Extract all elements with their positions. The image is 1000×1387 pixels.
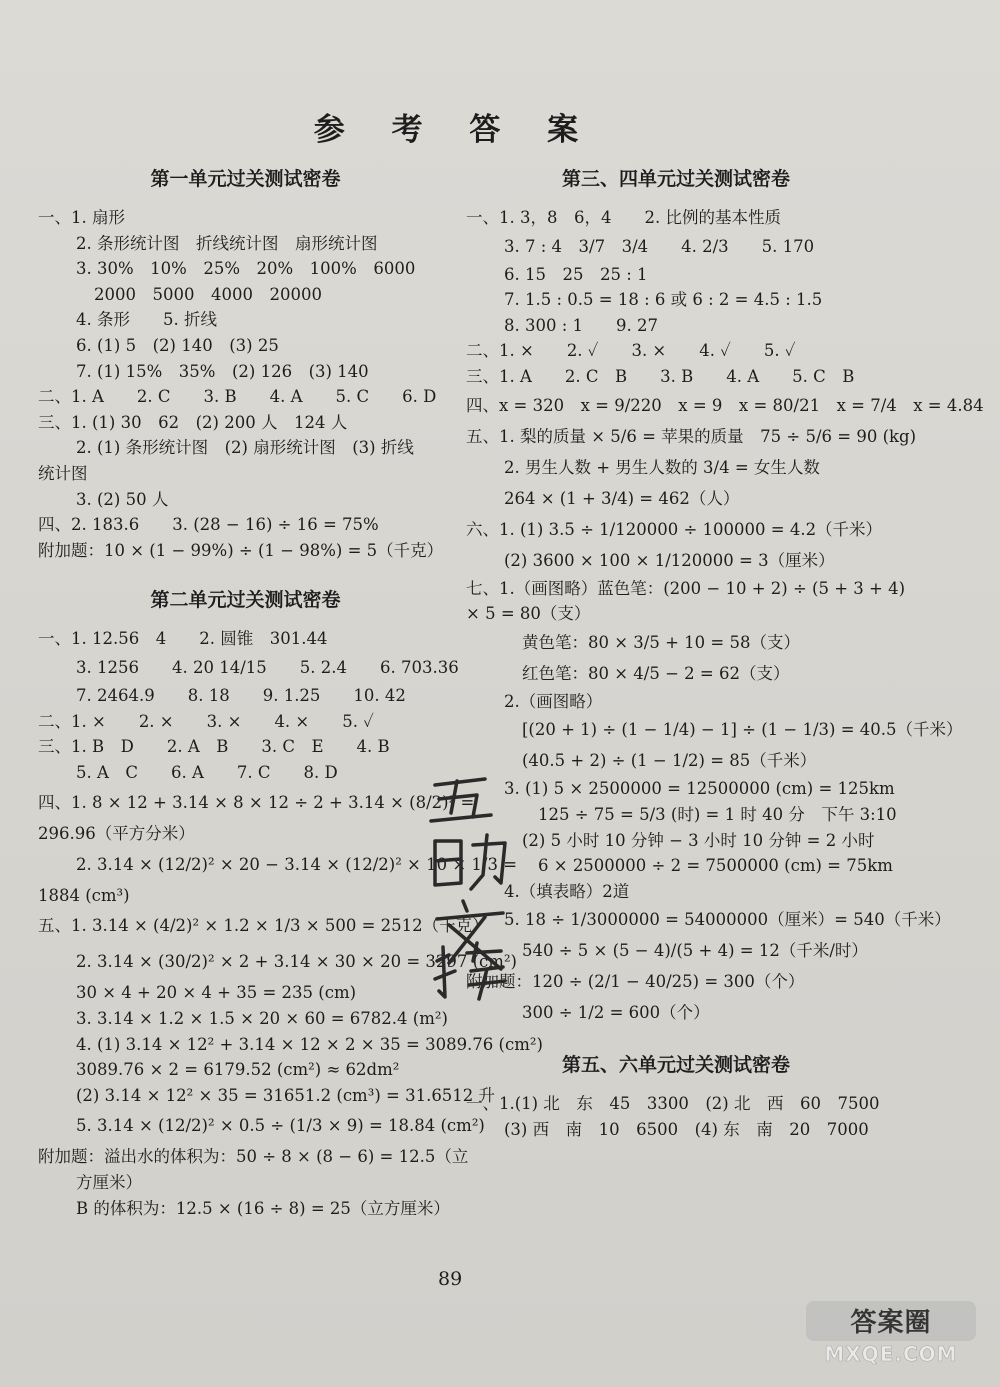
answer-line: 6 × 2500000 ÷ 2 = 7500000 (cm) = 75km (538, 856, 893, 876)
answer-line: 六、1. (1) 3.5 ÷ 1/120000 ÷ 100000 = 4.2（千米） (466, 519, 883, 539)
answer-line: (3) 西 南 10 6500 (4) 东 南 20 7000 (504, 1119, 869, 1139)
answer-line: 附加题：10 × (1 − 99%) ÷ (1 − 98%) = 5（千克） (38, 540, 444, 560)
answer-line: 1884 (cm³) (38, 885, 130, 905)
section-title-unit56: 第五、六单元过关测试密卷 (561, 1054, 790, 1077)
answer-line: 二、1. A 2. C 3. B 4. A 5. C 6. D (38, 387, 437, 407)
answer-line: 一、1. 12.56 4 2. 圆锥 301.44 (38, 629, 328, 649)
answer-line: 2000 5000 4000 20000 (94, 284, 322, 304)
answer-line: (2) 3600 × 100 × 1/120000 = 3（厘米） (504, 550, 835, 570)
answer-line: 2. 条形统计图 折线统计图 扇形统计图 (76, 233, 378, 253)
answer-line: 四、x = 320 x = 9/220 x = 9 x = 80/21 x = 7/4 x = 4.84 (466, 395, 984, 415)
answer-line: 264 × (1 + 3/4) = 462（人） (504, 488, 740, 508)
answer-line: 二、1. × 2. ✓ 3. × 4. ✓ 5. ✓ (466, 341, 796, 361)
watermark-top-text: 答案圈 (850, 1308, 932, 1338)
answer-line: (2) 3.14 × 12² × 35 = 31651.2 (cm³) = 31.6512 升 (76, 1085, 496, 1105)
right-column (466, 160, 984, 1143)
answer-line: 3. 1256 4. 20 14/15 5. 2.4 6. 703.36 (76, 657, 459, 677)
answer-line: (2) 5 小时 10 分钟 − 3 小时 10 分钟 = 2 小时 (522, 830, 875, 850)
answer-line: 7. 1.5 : 0.5 = 18 : 6 或 6 : 2 = 4.5 : 1.5 (504, 290, 823, 310)
answer-line: 附加题：120 ÷ (2/1 − 40/25) = 300（个） (466, 972, 805, 992)
page-number: 89 (438, 1268, 463, 1290)
answer-line: 4.（填表略）2道 (504, 881, 630, 901)
answer-line: 3. 30% 10% 25% 20% 100% 6000 (76, 259, 416, 279)
answer-line: 5. 3.14 × (12/2)² × 0.5 ÷ (1/3 × 9) = 18.84 (cm²) (76, 1116, 485, 1136)
answer-line: × 5 = 80（支） (466, 604, 591, 624)
answer-line: (40.5 + 2) ÷ (1 − 1/2) = 85（千米） (522, 751, 817, 771)
answer-line: 7. (1) 15% 35% (2) 126 (3) 140 (76, 361, 369, 381)
answer-line: 一、1. 扇形 (38, 208, 125, 227)
answer-line: 6. (1) 5 (2) 140 (3) 25 (76, 335, 279, 355)
answer-line: 296.96（平方分米） (38, 824, 195, 844)
answer-line: 五、1. 梨的质量 × 5/6 = 苹果的质量 75 ÷ 5/6 = 90 (kg) (466, 426, 917, 446)
answer-line: 二、1. × 2. × 3. × 4. × 5. ✓ (38, 711, 374, 731)
answer-line: 3. 3.14 × 1.2 × 1.5 × 20 × 60 = 6782.4 (m²) (76, 1009, 448, 1029)
answer-line: 四、1. 8 × 12 + 3.14 × 8 × 12 ÷ 2 + 3.14 × (8/2)² = (38, 793, 475, 813)
answer-line: [(20 + 1) ÷ (1 − 1/4) − 1] ÷ (1 − 1/3) = 40.5（千米） (522, 720, 963, 740)
answer-line: 30 × 4 + 20 × 4 + 35 = 235 (cm) (76, 983, 357, 1003)
answer-line: 三、1. A 2. C B 3. B 4. A 5. C B (466, 366, 855, 386)
section-title-unit2: 第二单元过关测试密卷 (150, 589, 341, 612)
answer-line: 8. 300 : 1 9. 27 (504, 315, 659, 335)
answer-line: 红色笔：80 × 4/5 − 2 = 62（支） (522, 663, 790, 683)
answer-line: 四、2. 183.6 3. (28 − 16) ÷ 16 = 75% (38, 515, 379, 535)
answer-line: 300 ÷ 1/2 = 600（个） (522, 1003, 710, 1023)
answer-line: 4. 条形 5. 折线 (76, 310, 217, 330)
answer-line: 一、1.(1) 北 东 45 3300 (2) 北 西 60 7500 (466, 1094, 880, 1114)
handwritten-annotation (415, 765, 525, 1005)
answer-line: 3. 7 : 4 3/7 3/4 4. 2/3 5. 170 (504, 236, 815, 256)
answer-line: 2. (1) 条形统计图 (2) 扇形统计图 (3) 折线 (76, 438, 414, 458)
answer-line: 七、1.（画图略）蓝色笔：(200 − 10 + 2) ÷ (5 + 3 + 4) (466, 578, 906, 598)
answer-line: 2. 3.14 × (30/2)² × 2 + 3.14 × 30 × 20 = 3297 (cm²) (76, 952, 517, 972)
answer-line: 2. 3.14 × (12/2)² × 20 − 3.14 × (12/2)² × 10 × 1/3 = (76, 854, 518, 874)
answer-line: 5. A C 6. A 7. C 8. D (76, 762, 338, 782)
answer-line: 黄色笔：80 × 3/5 + 10 = 58（支） (522, 632, 800, 652)
answer-line: 一、1. 3，8 6，4 2. 比例的基本性质 (466, 208, 781, 227)
answer-line: 2.（画图略） (504, 691, 603, 711)
answer-line: 统计图 (38, 463, 88, 483)
watermark-bottom-text: MXQE.COM (824, 1342, 958, 1366)
answer-line: 附加题：溢出水的体积为：50 ÷ 8 × (8 − 6) = 12.5（立 (38, 1147, 469, 1167)
answer-line: 540 ÷ 5 × (5 − 4)/(5 + 4) = 12（千米/时） (522, 941, 868, 961)
answer-line: 三、1. (1) 30 62 (2) 200 人 124 人 (38, 412, 348, 432)
watermark-logo (796, 1299, 986, 1369)
answer-line: 3. (1) 5 × 2500000 = 12500000 (cm) = 125km (504, 779, 895, 799)
section-title-unit1: 第一单元过关测试密卷 (150, 168, 341, 190)
answer-line: 2. 男生人数 + 男生人数的 3/4 = 女生人数 (504, 457, 820, 477)
answer-line: 6. 15 25 25 : 1 (504, 264, 648, 284)
answer-line: B 的体积为：12.5 × (16 ÷ 8) = 25（立方厘米） (76, 1198, 450, 1218)
answer-line: 7. 2464.9 8. 18 9. 1.25 10. 42 (76, 685, 406, 705)
answer-line: 4. (1) 3.14 × 12² + 3.14 × 12 × 2 × 35 = 3089.76 (cm²) (76, 1034, 543, 1054)
answer-line: 方厘米） (76, 1173, 142, 1193)
answer-line: 125 ÷ 75 = 5/3 (时) = 1 时 40 分 下午 3:10 (538, 804, 897, 824)
section-title-unit34: 第三、四单元过关测试密卷 (561, 168, 790, 190)
page-title: 参 考 答 案 (313, 112, 597, 148)
answer-line: 三、1. B D 2. A B 3. C E 4. B (38, 737, 390, 757)
answer-line: 5. 18 ÷ 1/3000000 = 54000000（厘米）= 540（千米） (504, 910, 951, 930)
answer-line: 3. (2) 50 人 (76, 489, 169, 509)
answer-line: 五、1. 3.14 × (4/2)² × 1.2 × 1/3 × 500 = 2512（千克） (38, 916, 489, 936)
answer-line: 3089.76 × 2 = 6179.52 (cm²) ≈ 62dm² (76, 1060, 400, 1080)
